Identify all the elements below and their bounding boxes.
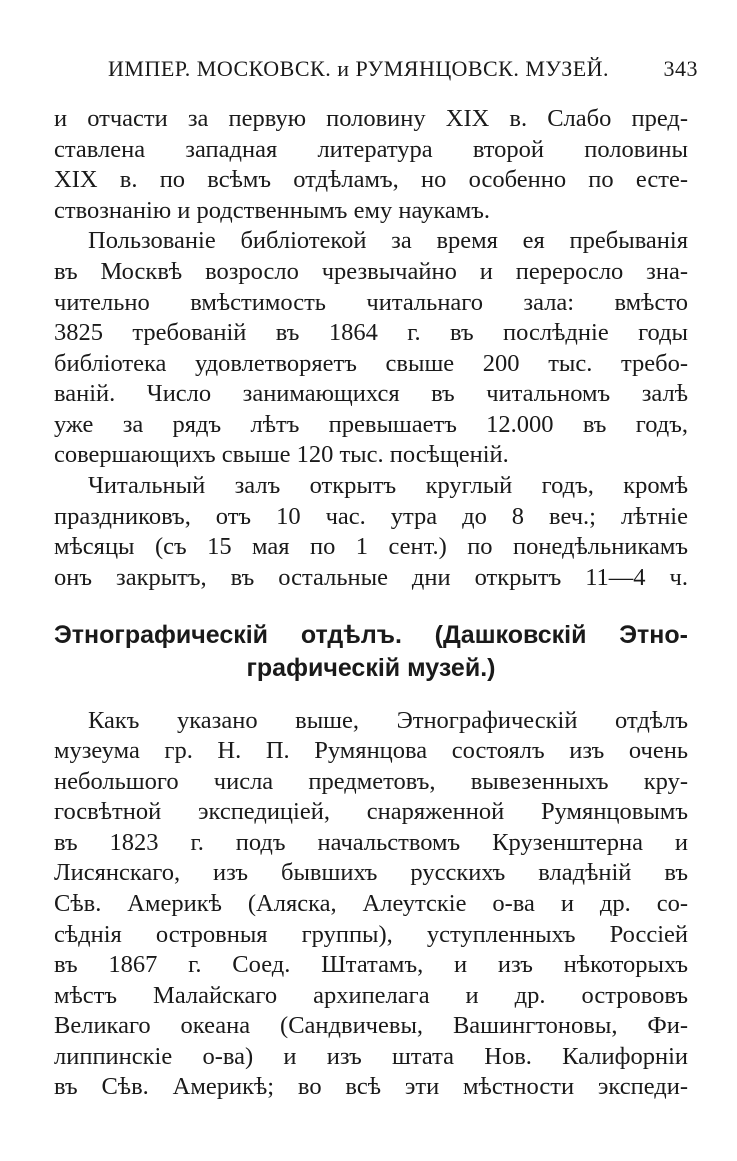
text-line: ставлена западная литература второй половины: [54, 136, 688, 163]
text-line: небольшого числа предметовъ, вывезенныхъ кру-: [54, 768, 688, 795]
heading-line: Этнографическій отдѣлъ. (Дашковскій Этно-: [54, 621, 688, 649]
text-line: чительно вмѣстимость читальнаго зала: вмѣсто: [54, 289, 688, 316]
text-line: Какъ указано выше, Этнографическій отдѣлъ: [88, 707, 688, 734]
text-line: Сѣв. Америкѣ (Аляска, Алеутскіе о-ва и др. со-: [54, 890, 688, 917]
text-line: въ Москвѣ возросло чрезвычайно и переросло зна-: [54, 258, 688, 285]
text-line: Лисянскаго, изъ бывшихъ русскихъ владѣній въ: [54, 859, 688, 886]
text-line: праздниковъ, отъ 10 час. утра до 8 веч.; лѣтніе: [54, 503, 688, 530]
text-line: сѣднія островныя группы), уступленныхъ Россіей: [54, 921, 688, 948]
text-line: 3825 требованій въ 1864 г. въ послѣдніе годы: [54, 319, 688, 346]
text-line: совершающихъ свыше 120 тыс. посѣщеній.: [54, 441, 509, 468]
text-line: уже за рядъ лѣтъ превышаетъ 12.000 въ годъ,: [54, 411, 688, 438]
text-line: Читальный залъ открытъ круглый годъ, кромѣ: [88, 472, 688, 499]
text-line: Великаго океана (Сандвичевы, Вашингтоновы, Фи-: [54, 1012, 688, 1039]
text-line: липпинскіе о-ва) и изъ штата Нов. Калифорніи: [54, 1043, 688, 1070]
text-line: и отчасти за первую половину XIX в. Слабо пред-: [54, 105, 688, 132]
text-line: ствознанію и родственнымъ ему наукамъ.: [54, 197, 491, 224]
text-line: музеума гр. Н. П. Румянцова состоялъ изъ очень: [54, 737, 688, 764]
text-line: ваній. Число занимающихся въ читальномъ залѣ: [54, 380, 688, 407]
text-line: госвѣтной экспедиціей, снаряженной Румянцовымъ: [54, 798, 688, 825]
running-head-title: ИМПЕР. МОСКОВСК. и РУМЯНЦОВСК. МУЗЕЙ.: [108, 56, 610, 81]
text-line: мѣсяцы (съ 15 мая по 1 сент.) по понедѣльникамъ: [54, 533, 688, 560]
heading-line: графическій музей.): [246, 654, 496, 682]
text-line: въ Сѣв. Америкѣ; во всѣ эти мѣстности экспеди-: [54, 1073, 688, 1100]
text-line: XIX в. по всѣмъ отдѣламъ, но особенно по есте-: [54, 166, 688, 193]
text-line: библіотека удовлетворяетъ свыше 200 тыс. требо-: [54, 350, 688, 377]
running-head: [108, 54, 698, 84]
text-line: Пользованіе библіотекой за время ея пребыванія: [88, 227, 688, 254]
page-number: 343: [663, 56, 698, 81]
text-line: въ 1867 г. Соед. Штатамъ, и изъ нѣкоторыхъ: [54, 951, 688, 978]
text-line: мѣстъ Малайскаго архипелага и др. острововъ: [54, 982, 688, 1009]
text-line: онъ закрытъ, въ остальные дни открытъ 11—4 ч.: [54, 564, 688, 591]
text-line: въ 1823 г. подъ начальствомъ Крузенштерна и: [54, 829, 688, 856]
